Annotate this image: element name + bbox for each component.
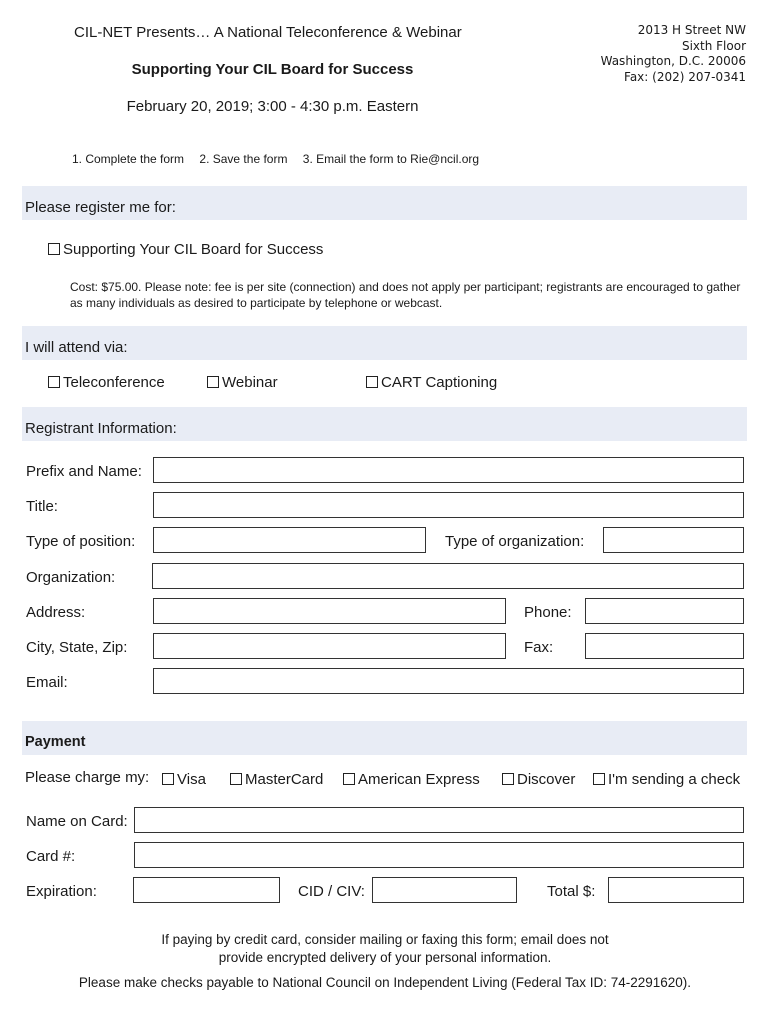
- event-date: February 20, 2019; 3:00 - 4:30 p.m. Eastern: [126, 98, 419, 115]
- checkbox[interactable]: [230, 773, 242, 785]
- attend-section-band: [22, 326, 747, 360]
- payment-section-band: [22, 721, 747, 755]
- checkbox[interactable]: [162, 773, 174, 785]
- card-number-field[interactable]: [134, 842, 744, 868]
- address-label: Address:: [26, 604, 86, 621]
- credit-card-note-line: If paying by credit card, consider mailing or faxing this form; email does not: [161, 932, 609, 947]
- option-label: Discover: [517, 771, 576, 788]
- total-field[interactable]: [608, 877, 744, 903]
- credit-card-note: [0, 931, 770, 967]
- credit-card-note-line: provide encrypted delivery of your personal information.: [218, 950, 552, 965]
- city-field[interactable]: [153, 633, 506, 659]
- prefix-name-field[interactable]: [153, 457, 744, 483]
- charge-label: Please charge my:: [25, 769, 150, 786]
- city-label: City, State, Zip:: [26, 639, 128, 656]
- step-3: 3. Email the form to Rie@ncil.org: [302, 152, 480, 166]
- name-on-card-label: Name on Card:: [26, 813, 128, 830]
- option-label: CART Captioning: [381, 374, 498, 391]
- checkbox[interactable]: [593, 773, 605, 785]
- instruction-steps: [72, 152, 491, 166]
- register-option[interactable]: [48, 241, 323, 258]
- attend-option-cart[interactable]: [366, 374, 497, 391]
- card-option-check[interactable]: [593, 771, 740, 788]
- fax-line: Fax: (202) 207-0341: [624, 69, 746, 84]
- title-label: Title:: [26, 498, 58, 515]
- expiration-label: Expiration:: [26, 883, 97, 900]
- card-number-label: Card #:: [26, 848, 76, 865]
- address-line: Washington, D.C. 20006: [600, 54, 746, 68]
- attend-option-webinar[interactable]: [207, 374, 278, 391]
- attend-heading: I will attend via:: [25, 339, 128, 356]
- cid-field[interactable]: [372, 877, 517, 903]
- register-heading: Please register me for:: [25, 199, 176, 216]
- address-line: Sixth Floor: [681, 38, 746, 53]
- fax-label: Fax:: [524, 639, 554, 656]
- name-on-card-field[interactable]: [134, 807, 744, 833]
- event-title: Supporting Your CIL Board for Success: [131, 61, 414, 78]
- fax-field[interactable]: [585, 633, 744, 659]
- total-label: Total $:: [547, 883, 596, 900]
- check-payable-note: Please make checks payable to National Council on Independent Living (Federal Tax ID: 74-2291620).: [78, 975, 692, 990]
- register-option-label: Supporting Your CIL Board for Success: [63, 241, 324, 258]
- cost-note: Cost: $75.00. Please note: fee is per site (connection) and does not apply per participant; registrants are encouraged to gather as many individuals as desired to participate by telephone or webcast.: [70, 280, 741, 310]
- cid-label: CID / CIV:: [298, 883, 365, 900]
- org-type-label: Type of organization:: [445, 533, 585, 550]
- card-option-mastercard[interactable]: [230, 771, 323, 788]
- phone-label: Phone:: [524, 604, 572, 621]
- email-field[interactable]: [153, 668, 744, 694]
- event-presenter-heading: CIL-NET Presents… A National Teleconference & Webinar: [74, 24, 462, 41]
- checkbox[interactable]: [343, 773, 355, 785]
- position-field[interactable]: [153, 527, 426, 553]
- payment-heading: Payment: [25, 734, 86, 750]
- org-type-field[interactable]: [603, 527, 744, 553]
- email-label: Email:: [26, 674, 68, 691]
- option-label: Webinar: [222, 374, 278, 391]
- option-label: American Express: [358, 771, 480, 788]
- phone-field[interactable]: [585, 598, 744, 624]
- card-option-amex[interactable]: [343, 771, 480, 788]
- title-field[interactable]: [153, 492, 744, 518]
- position-label: Type of position:: [26, 533, 136, 550]
- expiration-field[interactable]: [133, 877, 280, 903]
- checkbox[interactable]: [366, 376, 378, 388]
- address-field[interactable]: [153, 598, 506, 624]
- card-option-discover[interactable]: [502, 771, 575, 788]
- card-option-visa[interactable]: [162, 771, 206, 788]
- checkbox[interactable]: [207, 376, 219, 388]
- address-line: 2013 H Street NW: [637, 23, 746, 37]
- registrant-heading: Registrant Information:: [25, 420, 177, 437]
- attend-option-teleconference[interactable]: [48, 374, 165, 391]
- mailing-address: [601, 23, 746, 85]
- checkbox[interactable]: [48, 243, 60, 255]
- checkbox[interactable]: [48, 376, 60, 388]
- option-label: I'm sending a check: [608, 771, 741, 788]
- option-label: MasterCard: [245, 771, 324, 788]
- step-2: 2. Save the form: [199, 152, 288, 166]
- checkbox[interactable]: [502, 773, 514, 785]
- organization-field[interactable]: [152, 563, 744, 589]
- step-1: 1. Complete the form: [72, 152, 185, 166]
- option-label: Teleconference: [63, 374, 165, 391]
- option-label: Visa: [177, 771, 206, 788]
- organization-label: Organization:: [26, 569, 116, 586]
- prefix-name-label: Prefix and Name:: [26, 463, 142, 480]
